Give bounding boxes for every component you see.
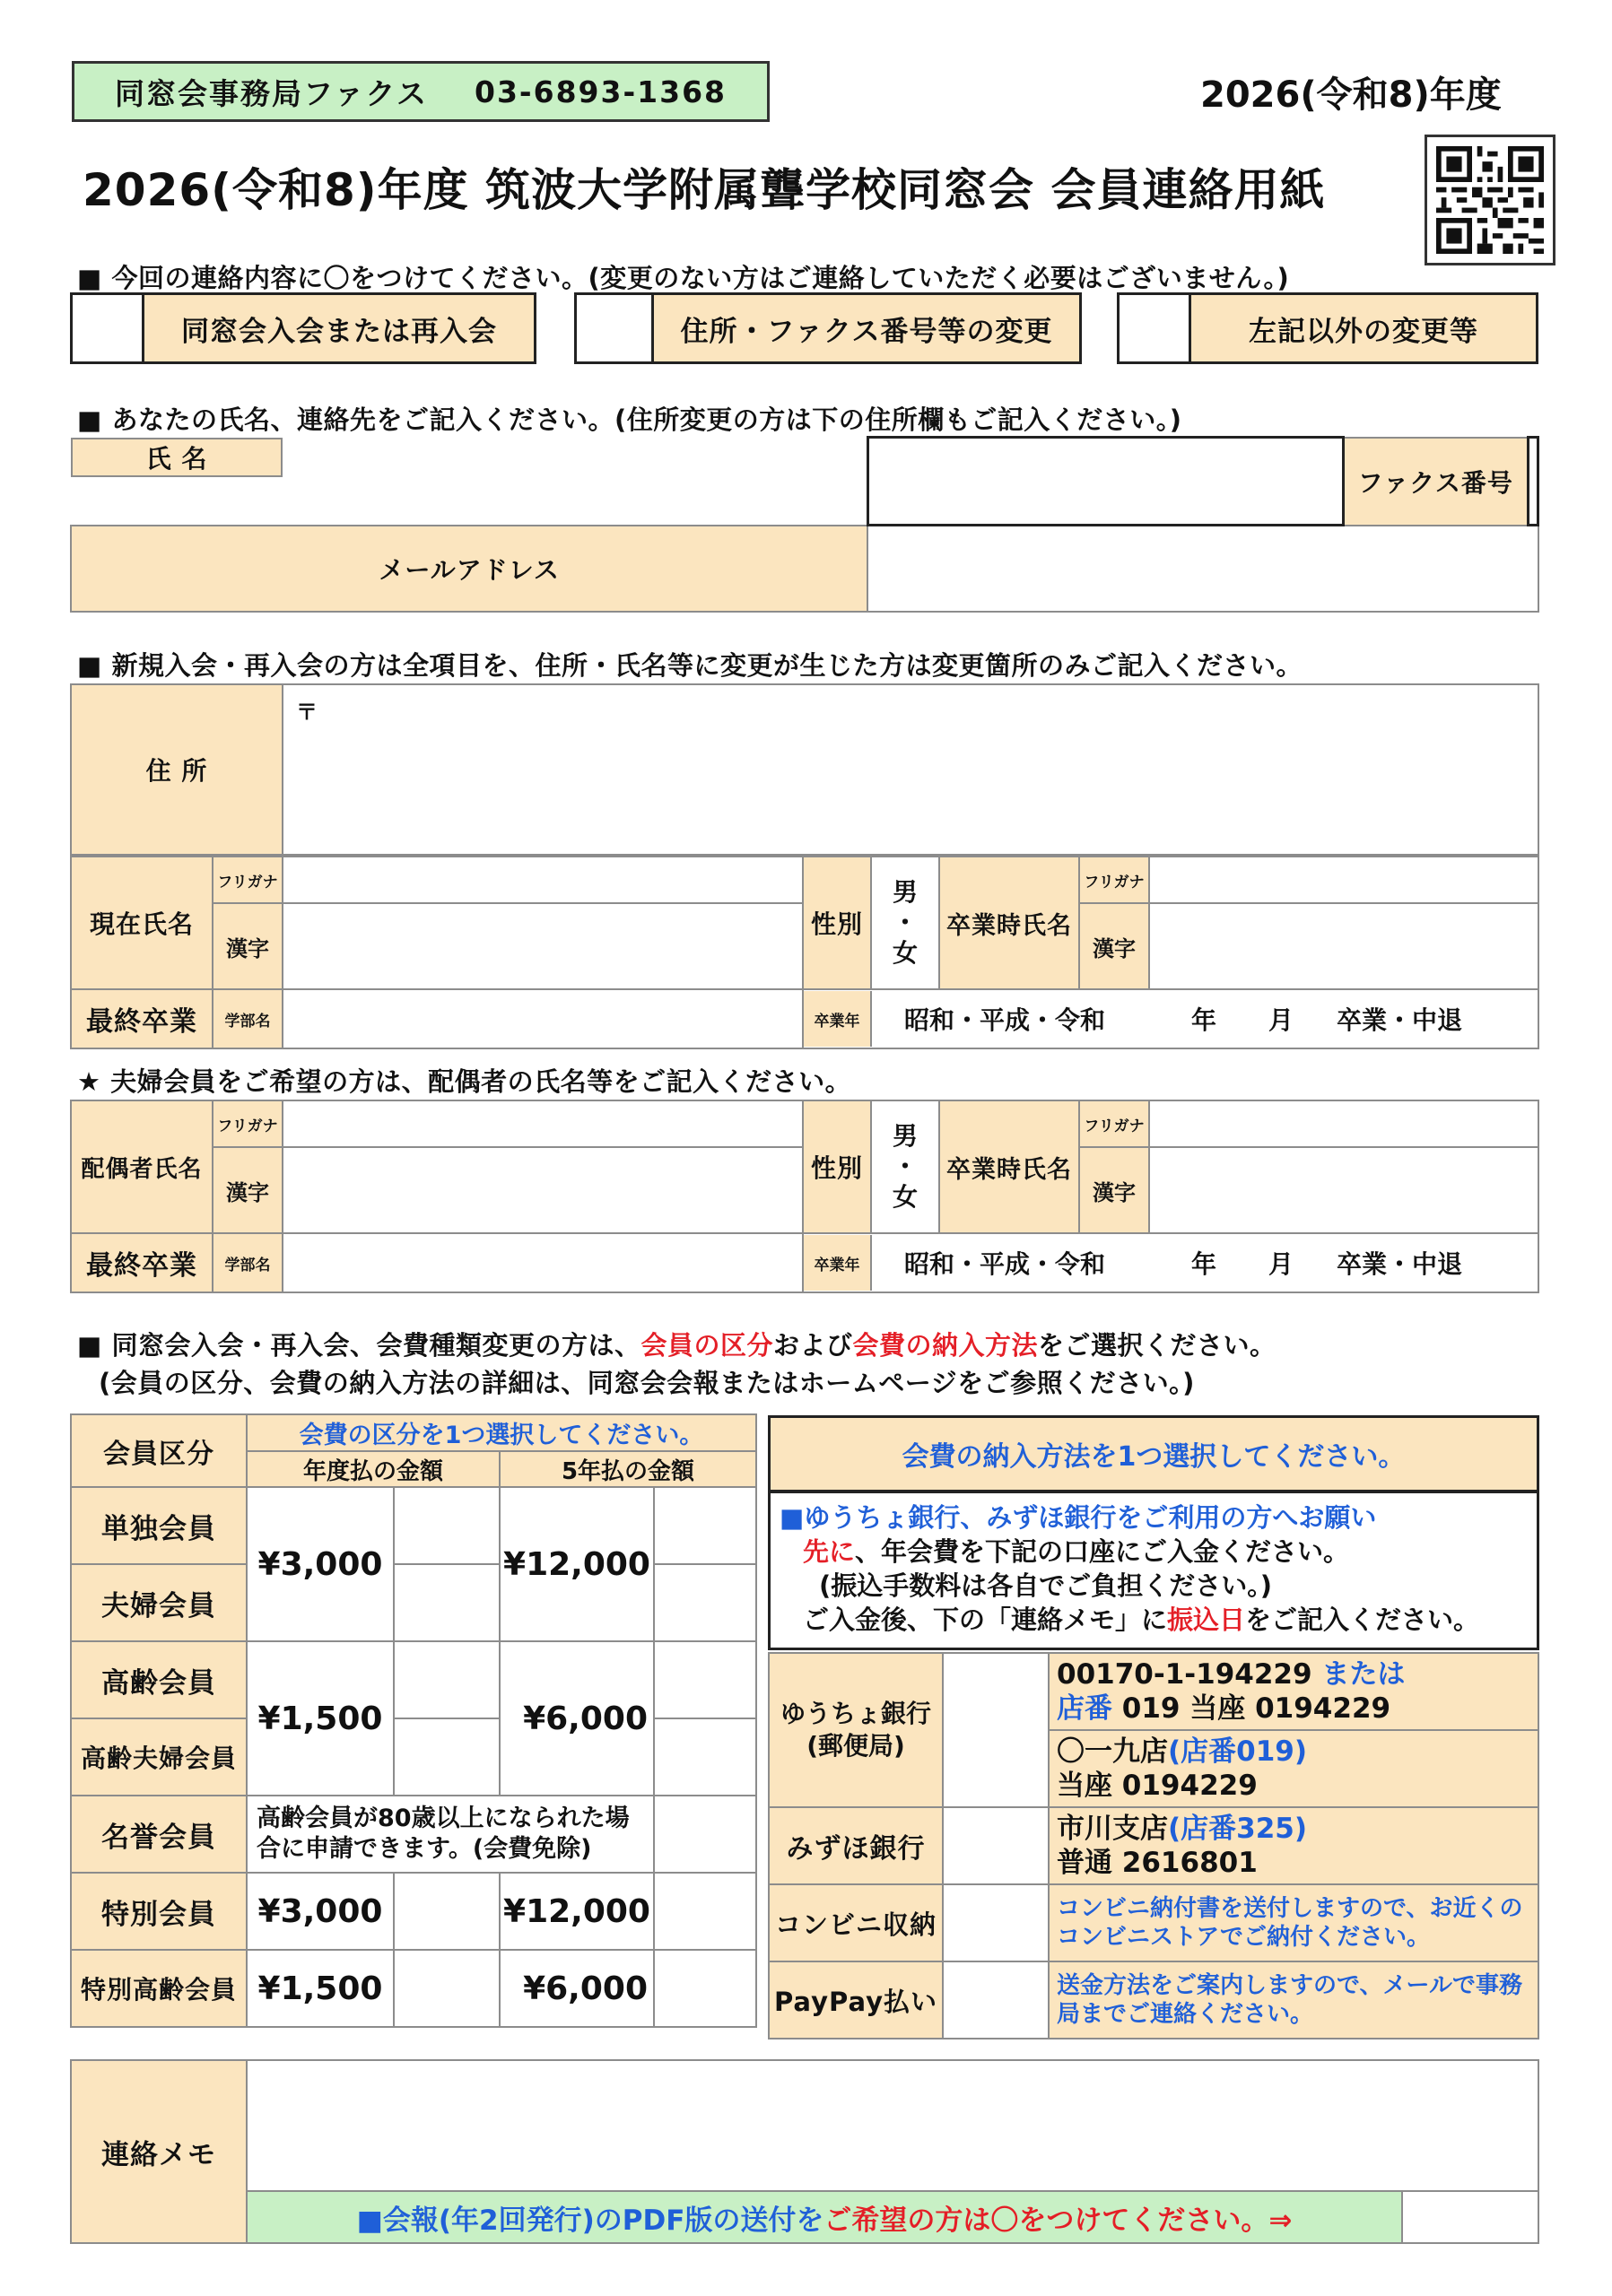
pdf-part1: ■会報(年2回発行)のPDF版の送付を [356, 2204, 824, 2237]
faculty-field[interactable] [283, 989, 803, 1048]
era-choice[interactable]: 昭和・平成・令和 [904, 1005, 1106, 1035]
option-address-change[interactable] [574, 292, 1082, 364]
current-kanji-label: 漢字 [213, 903, 283, 989]
yucho-label: ゆうちょ銀行 [780, 1699, 931, 1728]
senior-label: 高齢会員 [71, 1641, 247, 1718]
special-senior-label: 特別高齢会員 [71, 1950, 247, 2027]
notice-line3: (振込手数料は各自でご負担ください。) [819, 1570, 1273, 1601]
payment-heading: 会費の納入方法を1つ選択してください。 [768, 1415, 1539, 1492]
notice-red2: 振込日 [1167, 1605, 1246, 1635]
s4-part2: および [773, 1330, 853, 1361]
senior-annual-fee: ¥1,500 [247, 1641, 394, 1796]
spouse-kanji-field[interactable] [283, 1147, 803, 1233]
yucho-branch: 019 当座 0194229 [1121, 1692, 1391, 1725]
option-address-change-label: 住所・ファクス番号等の変更 [654, 295, 1079, 361]
spouse-gender-dot: ・ [892, 1152, 918, 1181]
fax-banner [72, 61, 770, 122]
s4-part1: ■ 同窓会入会・再入会、会費種類変更の方は、 [77, 1330, 641, 1361]
s4-part3: をご選択ください。 [1038, 1330, 1277, 1361]
spouse-grad-furigana-label: フリガナ [1079, 1100, 1149, 1147]
payment-table [768, 1652, 1539, 2039]
spouse-last-grad-label: 最終卒業 [71, 1233, 213, 1292]
postal-mark: 〒 [296, 700, 318, 725]
paypay-label: PayPay払い [769, 1961, 943, 2039]
senior-couple-5year-check[interactable] [654, 1718, 756, 1796]
contact-table [70, 436, 1539, 613]
yucho-sub: (郵便局) [806, 1731, 905, 1761]
yucho-branch-label: 店番 [1057, 1692, 1112, 1725]
spouse-era-choice[interactable]: 昭和・平成・令和 [904, 1249, 1106, 1279]
mizuho-check[interactable] [943, 1807, 1049, 1884]
gender-select[interactable] [871, 857, 939, 989]
paypay-note: 送金方法をご案内しますので、メールで事務局までご連絡ください。 [1049, 1961, 1538, 2039]
spouse-gender-select[interactable] [871, 1100, 939, 1233]
pdf-red: ご希望の方は〇をつけてください。⇒ [823, 2204, 1293, 2237]
couple-annual-check[interactable] [394, 1564, 500, 1641]
current-furigana-field[interactable] [283, 857, 803, 903]
fax-label: 同窓会事務局ファクス [114, 75, 428, 111]
special-5year-fee: ¥12,000 [500, 1873, 654, 1950]
month-unit: 月 [1268, 1005, 1294, 1035]
option-join-label: 同窓会入会または再入会 [144, 295, 534, 361]
name-label: 氏 名 [71, 438, 283, 477]
conv-label: コンビニ収納 [769, 1884, 943, 1961]
year-unit: 年 [1191, 1005, 1217, 1035]
section4-subheading: (会員の区分、会費の納入方法の詳細は、同窓会会報またはホームページをご参照ください。) [99, 1368, 1195, 1398]
senior-5year-check[interactable] [654, 1641, 756, 1718]
fee-table [70, 1413, 757, 2028]
section4-heading [77, 1326, 1277, 1362]
option-join[interactable] [70, 292, 536, 364]
single-couple-5year-fee: ¥12,000 [500, 1487, 654, 1641]
grad-kanji-field[interactable] [1149, 903, 1538, 989]
option-other-change-label: 左記以外の変更等 [1191, 295, 1536, 361]
gender-dot: ・ [892, 908, 918, 937]
gender-male[interactable]: 男 [892, 877, 918, 907]
gender-female[interactable]: 女 [892, 938, 918, 968]
yucho-label-cell [769, 1653, 943, 1807]
spouse-grad-name-label: 卒業時氏名 [939, 1100, 1079, 1233]
special-senior-5year-check[interactable] [654, 1950, 756, 2027]
special-label: 特別会員 [71, 1873, 247, 1950]
spouse-grad-furigana-field[interactable] [1149, 1100, 1538, 1147]
spouse-furigana-label: フリガナ [213, 1100, 283, 1147]
special-5year-check[interactable] [654, 1873, 756, 1950]
mizuho-account [1049, 1807, 1538, 1884]
mizuho-branch: 市川支店 [1057, 1813, 1168, 1845]
senior-couple-annual-check[interactable] [394, 1718, 500, 1796]
fax-number: 03-6893-1368 [475, 74, 728, 109]
memo-field[interactable] [247, 2060, 1538, 2191]
spouse-year-unit: 年 [1191, 1249, 1217, 1279]
special-senior-annual-fee: ¥1,500 [247, 1950, 394, 2027]
yucho-account [1049, 1653, 1538, 1730]
couple-5year-check[interactable] [654, 1564, 756, 1641]
grad-year-row[interactable] [803, 989, 1538, 1048]
honorary-label: 名誉会員 [71, 1796, 247, 1873]
grad-kanji-label: 漢字 [1079, 903, 1149, 989]
mizuho-acct: 普通 2616801 [1057, 1847, 1258, 1879]
grad-name-label: 卒業時氏名 [939, 857, 1079, 989]
conv-check[interactable] [943, 1884, 1049, 1961]
notice-line2: 、年会費を下記の口座にご入金ください。 [855, 1536, 1350, 1567]
grad-furigana-label: フリガナ [1079, 857, 1149, 903]
faculty-label: 学部名 [213, 989, 283, 1048]
spouse-table [70, 1100, 1539, 1293]
spouse-gender-label: 性別 [803, 1100, 871, 1233]
special-annual-check[interactable] [394, 1873, 500, 1950]
fax-number-field[interactable] [1528, 438, 1538, 526]
special-senior-5year-fee: ¥6,000 [500, 1950, 654, 2027]
special-annual-fee: ¥3,000 [247, 1873, 394, 1950]
payment-notice [768, 1491, 1539, 1650]
grad-year-label: 卒業年 [804, 991, 872, 1047]
yucho-or: または [1321, 1658, 1406, 1691]
address-table [70, 683, 1539, 856]
email-field[interactable] [867, 526, 1538, 612]
option-join-checkbox[interactable] [73, 295, 144, 361]
paypay-check[interactable] [943, 1961, 1049, 2039]
address-label: 住 所 [71, 684, 283, 855]
yucho-store-name: 〇一九店 [1057, 1735, 1168, 1768]
pdf-request-text [247, 2191, 1402, 2243]
spouse-faculty-field[interactable] [283, 1233, 803, 1292]
pdf-request-check[interactable] [1402, 2191, 1538, 2243]
spouse-faculty-label: 学部名 [213, 1233, 283, 1292]
section3-heading: ■ 新規入会・再入会の方は全項目を、住所・氏名等に変更が生じた方は変更箇所のみご記入ください。 [77, 650, 1303, 681]
mizuho-label: みずほ銀行 [769, 1807, 943, 1884]
col-annual: 年度払の金額 [247, 1451, 500, 1487]
section2-heading: ■ あなたの氏名、連絡先をご記入ください。(住所変更の方は下の住所欄もご記入ください。) [77, 404, 1182, 435]
option-other-change-checkbox[interactable] [1120, 295, 1191, 361]
fax-number-label: ファクス番号 [1343, 438, 1528, 526]
spouse-grad-year-label: 卒業年 [804, 1235, 872, 1291]
yucho-store-note: (店番019) [1168, 1735, 1308, 1768]
yucho-store-acct: 当座 0194229 [1057, 1770, 1258, 1802]
spouse-grad-year-row[interactable] [803, 1233, 1538, 1292]
s4-red1: 会員の区分 [640, 1330, 774, 1361]
notice-line4a: ご入金後、下の「連絡メモ」に [803, 1605, 1168, 1635]
special-senior-annual-check[interactable] [394, 1950, 500, 2027]
yucho-check[interactable] [943, 1653, 1049, 1807]
spouse-gender-female[interactable]: 女 [892, 1182, 918, 1212]
last-grad-label: 最終卒業 [71, 989, 213, 1048]
senior-annual-check[interactable] [394, 1641, 500, 1718]
notice-red: 先に [803, 1536, 856, 1567]
spouse-gender-male[interactable]: 男 [892, 1121, 918, 1151]
current-furigana-label: フリガナ [213, 857, 283, 903]
fiscal-year: 2026(令和8)年度 [1200, 74, 1502, 116]
email-label: メールアドレス [71, 526, 867, 612]
honorary-note: 高齢会員が80歳以上になられた場合に申請できます。(会費免除) [247, 1796, 654, 1873]
option-address-change-checkbox[interactable] [577, 295, 654, 361]
yucho-acct: 00170-1-194229 [1057, 1658, 1312, 1691]
option-other-change[interactable] [1117, 292, 1538, 364]
honorary-check[interactable] [654, 1796, 756, 1873]
current-name-label: 現在氏名 [71, 857, 213, 989]
spouse-heading: ★ 夫婦会員をご希望の方は、配偶者の氏名等をご記入ください。 [77, 1066, 852, 1097]
spouse-month-unit: 月 [1268, 1249, 1294, 1279]
qr-code[interactable] [1425, 135, 1555, 265]
spouse-grad-status[interactable]: 卒業・中退 [1337, 1249, 1463, 1279]
section1-heading: ■ 今回の連絡内容に〇をつけてください。(変更のない方はご連絡していただく必要はございません。) [77, 263, 1290, 293]
spouse-grad-kanji-label: 漢字 [1079, 1147, 1149, 1233]
spouse-furigana-field[interactable] [283, 1100, 803, 1147]
current-kanji-field[interactable] [283, 903, 803, 989]
grad-furigana-field[interactable] [1149, 857, 1538, 903]
single-couple-annual-fee: ¥3,000 [247, 1487, 394, 1641]
col-5year: 5年払の金額 [500, 1451, 756, 1487]
spouse-kanji-label: 漢字 [213, 1147, 283, 1233]
fee-select-note: 会費の区分を1つ選択してください。 [247, 1414, 756, 1451]
notice-line1: ■ゆうちょ銀行、みずほ銀行をご利用の方へお願い [780, 1502, 1377, 1533]
mizuho-branch-note: (店番325) [1168, 1813, 1308, 1845]
gender-label: 性別 [803, 857, 871, 989]
s4-red2: 会費の納入方法 [852, 1330, 1039, 1361]
yucho-store [1049, 1730, 1538, 1807]
single-label: 単独会員 [71, 1487, 247, 1564]
memo-table [70, 2059, 1539, 2244]
fee-class-label: 会員区分 [71, 1414, 247, 1487]
spouse-name-label: 配偶者氏名 [71, 1100, 213, 1233]
single-5year-check[interactable] [654, 1487, 756, 1564]
senior-5year-fee: ¥6,000 [500, 1641, 654, 1796]
grad-status[interactable]: 卒業・中退 [1337, 1005, 1463, 1035]
memo-label: 連絡メモ [71, 2060, 247, 2243]
single-annual-check[interactable] [394, 1487, 500, 1564]
address-field[interactable] [283, 684, 1538, 855]
current-name-table [70, 856, 1539, 1049]
page-title: 2026(令和8)年度 筑波大学附属聾学校同窓会 会員連絡用紙 [83, 164, 1326, 216]
name-field[interactable] [867, 438, 1343, 526]
senior-couple-label: 高齢夫婦会員 [71, 1718, 247, 1796]
conv-note: コンビニ納付書を送付しますので、お近くのコンビニストアでご納付ください。 [1049, 1884, 1538, 1961]
couple-label: 夫婦会員 [71, 1564, 247, 1641]
spouse-grad-kanji-field[interactable] [1149, 1147, 1538, 1233]
notice-line4b: をご記入ください。 [1245, 1605, 1480, 1635]
qr-code-icon [1436, 146, 1544, 254]
